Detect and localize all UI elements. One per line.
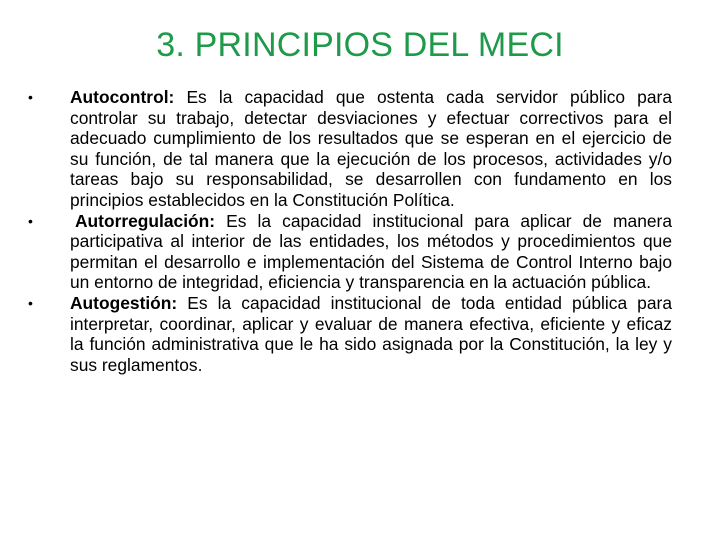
term-autogestion: Autogestión:	[70, 292, 178, 313]
term-autorregulacion: Autorregulación:	[75, 210, 216, 231]
list-item-autogestion	[26, 293, 672, 375]
description-autocontrol: Es la capacidad que ostenta cada servidor público para controlar su trabajo, detectar desviaciones y efectuar correctivos para el adecuado cumplimiento de los resultados que se esperan en el ejercicio de su función, de tal manera que la ejecución de los procesos, actividades y/o tareas bajo su responsabilidad, se desarrollen con fundamento en los principios establecidos en la Constitución Política.	[70, 87, 672, 210]
principles-list	[26, 87, 672, 375]
list-item-autocontrol	[26, 87, 672, 211]
bullet-icon: •	[28, 89, 33, 105]
description-autorregulacion: Es la capacidad institucional para aplicar de manera participativa al interior de las entidades, los métodos y procedimientos que permitan el desarrollo e implementación del Sistema de Control Interno bajo un entorno de integridad, eficiencia y transparencia en la actuación pública.	[70, 210, 672, 293]
slide-title: 3. PRINCIPIOS DEL MECI	[156, 26, 564, 64]
description-autogestion: Es la capacidad institucional de toda entidad pública para interpretar, coordinar, aplicar y evaluar de manera efectiva, eficiente y eficaz la función administrativa que le ha sido asignada por la Constitución, la ley y sus reglamentos.	[70, 292, 672, 375]
bullet-icon: •	[28, 212, 33, 229]
term-autocontrol: Autocontrol:	[70, 87, 175, 107]
list-item-autorregulacion	[26, 211, 672, 293]
bullet-icon: •	[28, 294, 33, 311]
